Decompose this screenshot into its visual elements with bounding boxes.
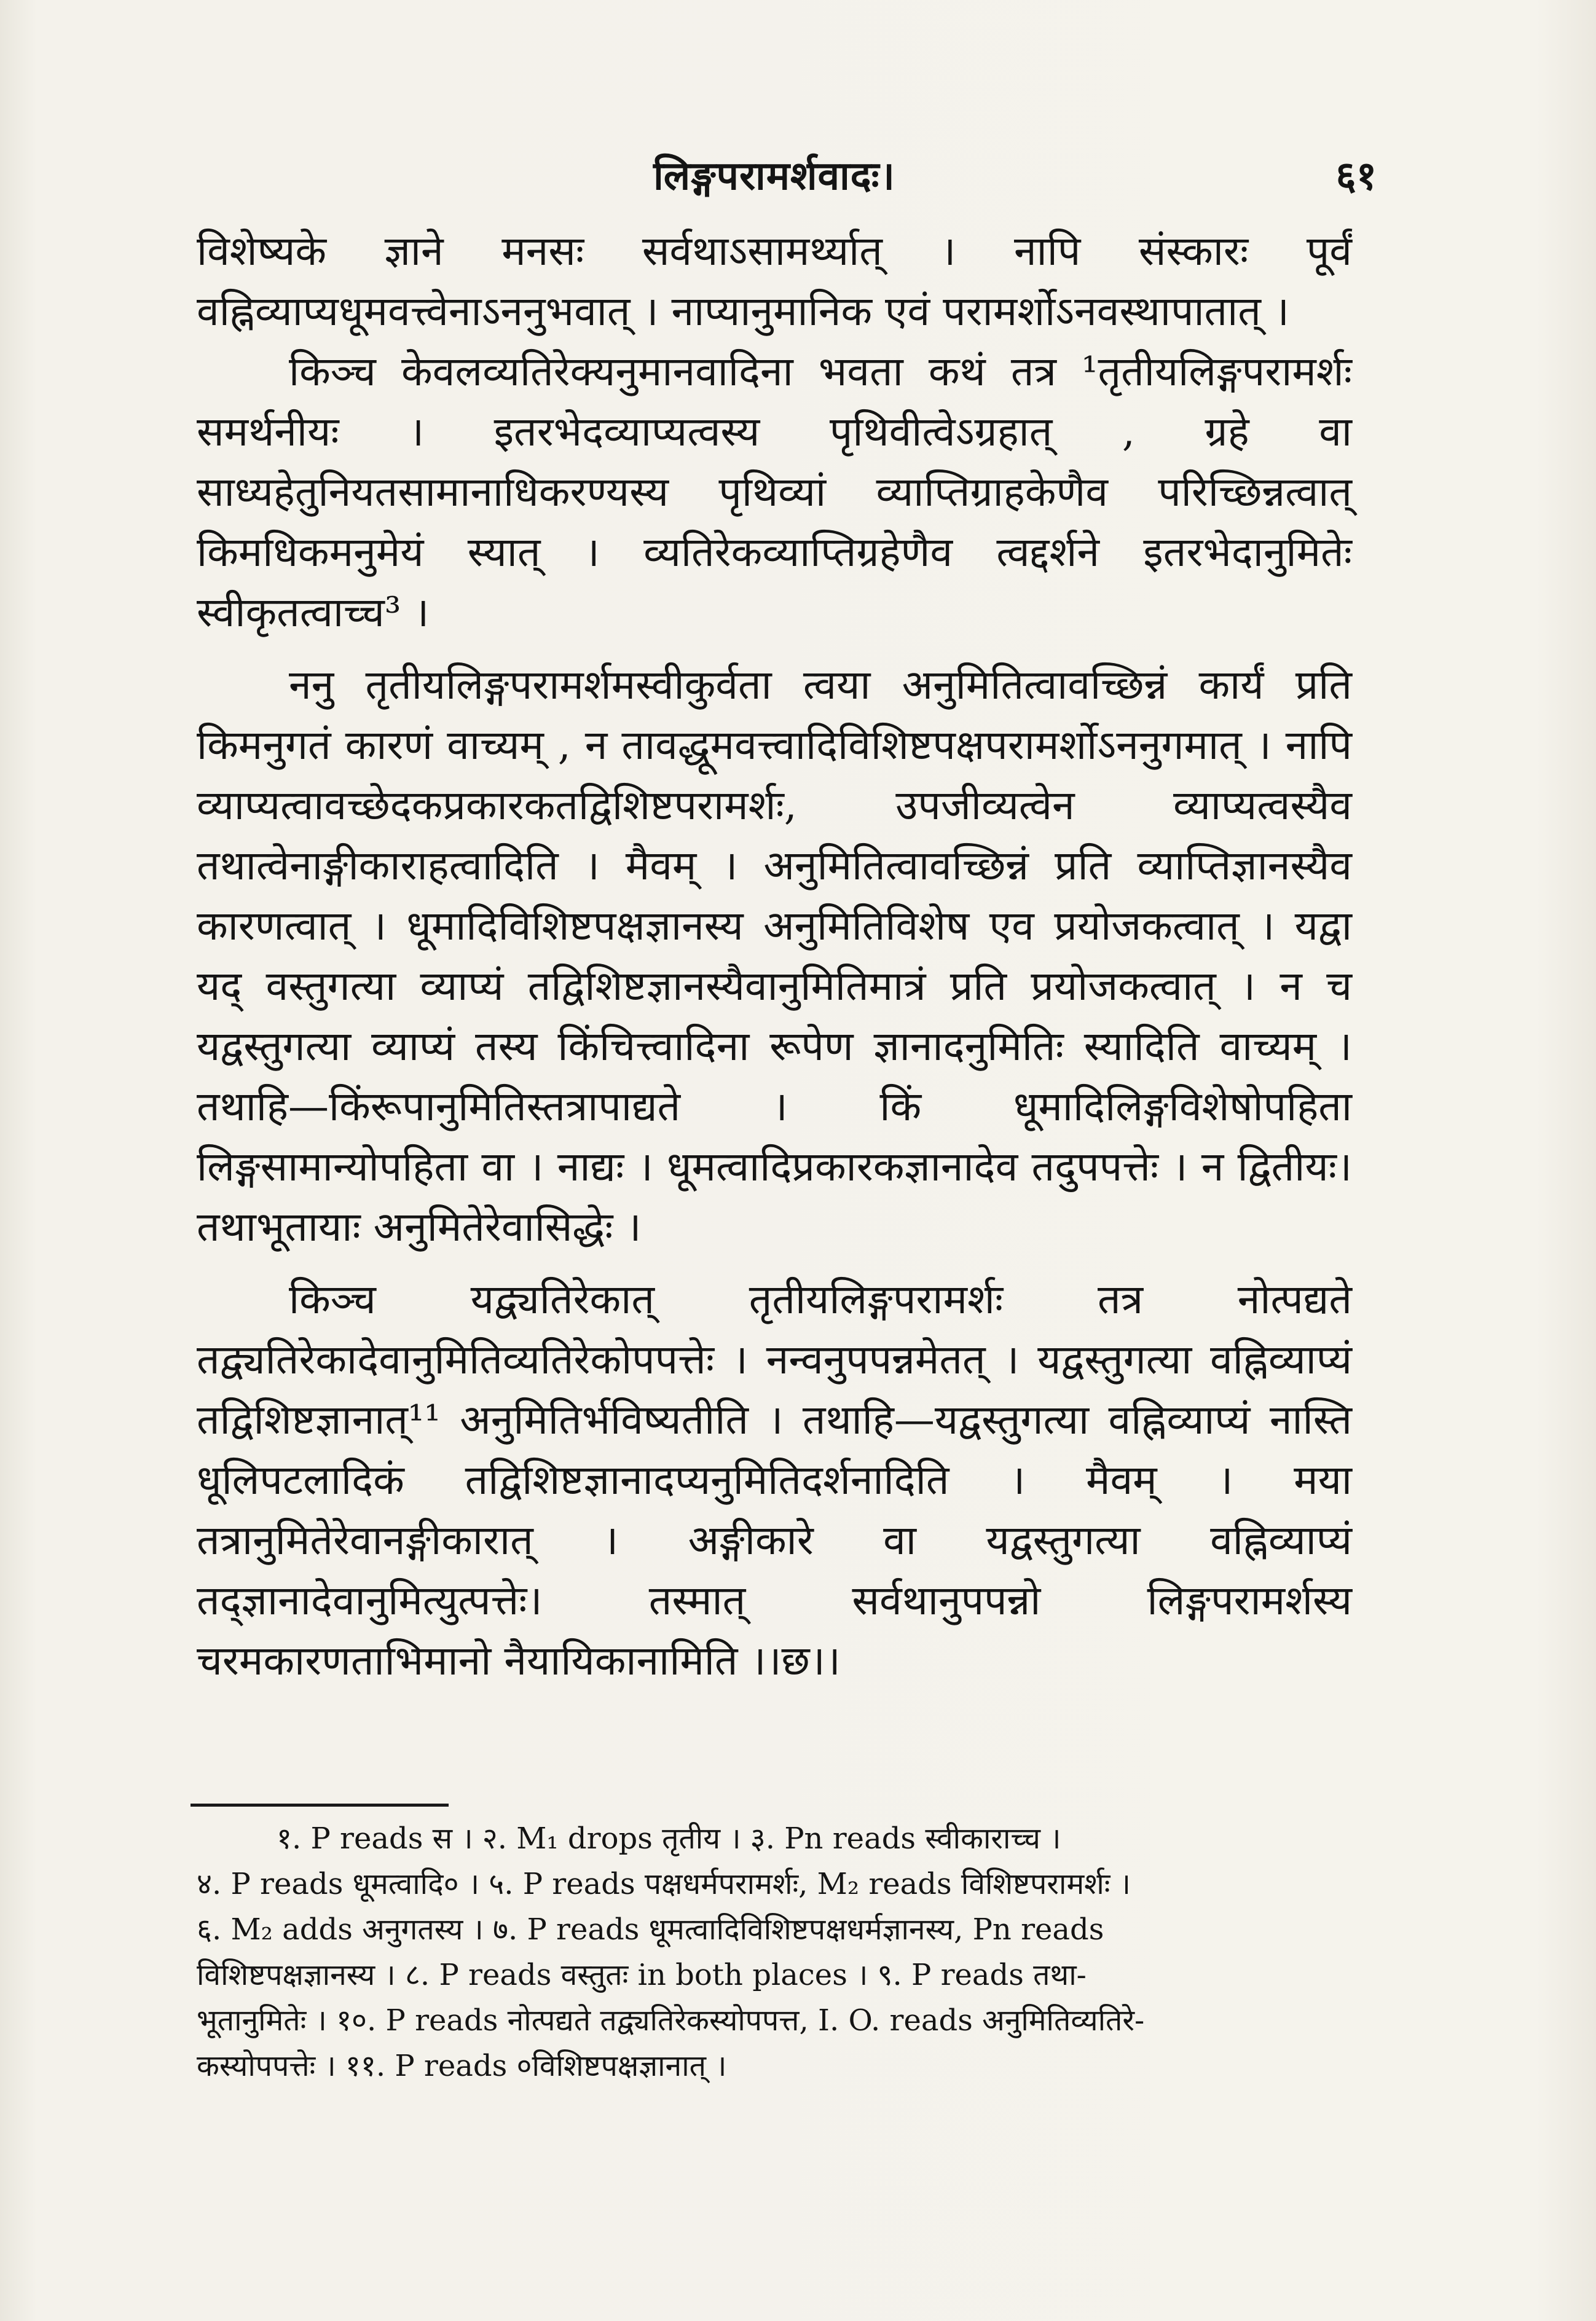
footnote-line: विशिष्टपक्षज्ञानस्य । ८. P reads वस्तुतः in both places । ९. P reads तथा- <box>197 1958 1087 1992</box>
main-text <box>197 221 1352 1691</box>
paragraph-2: किञ्च केवलव्यतिरेक्यनुमानवादिना भवता कथं तत्र ¹तृतीयलिङ्गपरामर्शः समर्थनीयः । इतरभेदव्याप्यत्वस्य पृथिवीत्वेऽग्रहात् , ग्रहे वा साध्यहेतुनियतसामानाधिकरण्यस्य पृथिव्यां व्याप्तिग्राहकेणैव परिच्छिन्नत्वात् किमधिकमनुमेयं स्यात् । व्यतिरेकव्याप्तिग्रहेणैव त्वद्दर्शने इतरभेदानुमितेः स्वीकृतत्वाच्च³ । <box>197 348 1352 636</box>
paragraph-3: ननु तृतीयलिङ्गपरामर्शमस्वीकुर्वता त्वया अनुमितित्वावच्छिन्नं कार्यं प्रति किमनुगतं कारणं वाच्यम् , न तावद्धूमवत्त्वादिविशिष्टपक्षपरामर्शोऽननुगमात् । नापि व्याप्यत्वावच्छेदकप्रकारकतद्विशिष्टपरामर्शः, उपजीव्यत्वेन व्याप्यत्वस्यैव तथात्वेनाङ्गीकाराहत्वादिति । मैवम् । अनुमितित्वावच्छिन्नं प्रति व्याप्तिज्ञानस्यैव कारणत्वात् । धूमादिविशिष्टपक्षज्ञानस्य अनुमितिविशेष एव प्रयोजकत्वात् । यद्वा यद् वस्तुगत्या व्याप्यं तद्विशिष्टज्ञानस्यैवानुमितिमात्रं प्रति प्रयोजकत्वात् । न च यद्वस्तुगत्या व्याप्यं तस्य किंचित्त्वादिना रूपेण ज्ञानादनुमितिः स्यादिति वाच्यम् । तथाहि—किंरूपानुमितिस्तत्रापाद्यते । किं धूमादिलिङ्गविशेषोपहिता लिङ्गसामान्योपहिता वा । नाद्यः । धूमत्वादिप्रकारकज्ञानादेव तदुपपत्तेः । न द्वितीयः। तथाभूतायाः अनुमितेरेवासिद्धेः । <box>197 661 1352 1251</box>
paragraph-1: विशेष्यके ज्ञाने मनसः सर्वथाऽसामर्थ्यात् । नापि संस्कारः पूर्वं वह्निव्याप्यधूमवत्त्वेनाऽननुभवात् । नाप्यानुमानिक एवं परामर्शोऽनवस्थापातात् । <box>197 227 1352 335</box>
page-number: ६१ <box>1335 154 1377 199</box>
footnote-line: भूतानुमितेः । १०. P reads नोत्पद्यते तद्व्यतिरेकस्योपपत्त, I. O. reads अनुमितिव्यतिरे- <box>197 2003 1145 2038</box>
footnote-line: ४. P reads धूमत्वादि० । ५. P reads पक्षधर्मपरामर्शः, M₂ reads विशिष्टपरामर्शः । <box>197 1867 1131 1901</box>
footnote-line: कस्योपपत्तेः । ११. P reads ०विशिष्टपक्षज्ञानात् । <box>197 2049 727 2083</box>
paragraph-4: किञ्च यद्व्यतिरेकात् तृतीयलिङ्गपरामर्शः तत्र नोत्पद्यते तद्व्यतिरेकादेवानुमितिव्यतिरेकोपपत्तेः । नन्वनुपपन्नमेतत् । यद्वस्तुगत्या वह्निव्याप्यं तद्विशिष्टज्ञानात्¹¹ अनुमितिर्भविष्यतीति । तथाहि—यद्वस्तुगत्या वह्निव्याप्यं नास्ति धूलिपटलादिकं तद्विशिष्टज्ञानादप्यनुमितिदर्शनादिति । मैवम् । मया तत्रानुमितेरेवानङ्गीकारात् । अङ्गीकारे वा यद्वस्तुगत्या वह्निव्याप्यं तद्ज्ञानादेवानुमित्युत्पत्तेः। तस्मात् सर्वथानुपपन्नो लिङ्गपरामर्शस्य चरमकारणताभिमानो नैयायिकानामिति ।।छ।। <box>197 1276 1352 1684</box>
footnote-separator <box>191 1804 449 1807</box>
footnote-line: ६. M₂ adds अनुगतस्य । ७. P reads धूमत्वादिविशिष्टपक्षधर्मज्ञानस्य, Pn reads <box>197 1912 1104 1947</box>
running-title: लिङ्गपरामर्शवादः। <box>653 154 895 199</box>
footnote-line: १. P reads स । २. M₁ drops तृतीय । ३. Pn reads स्वीकाराच्च । <box>277 1821 1061 1856</box>
footnotes <box>197 1816 1352 2089</box>
page-header <box>197 147 1377 203</box>
